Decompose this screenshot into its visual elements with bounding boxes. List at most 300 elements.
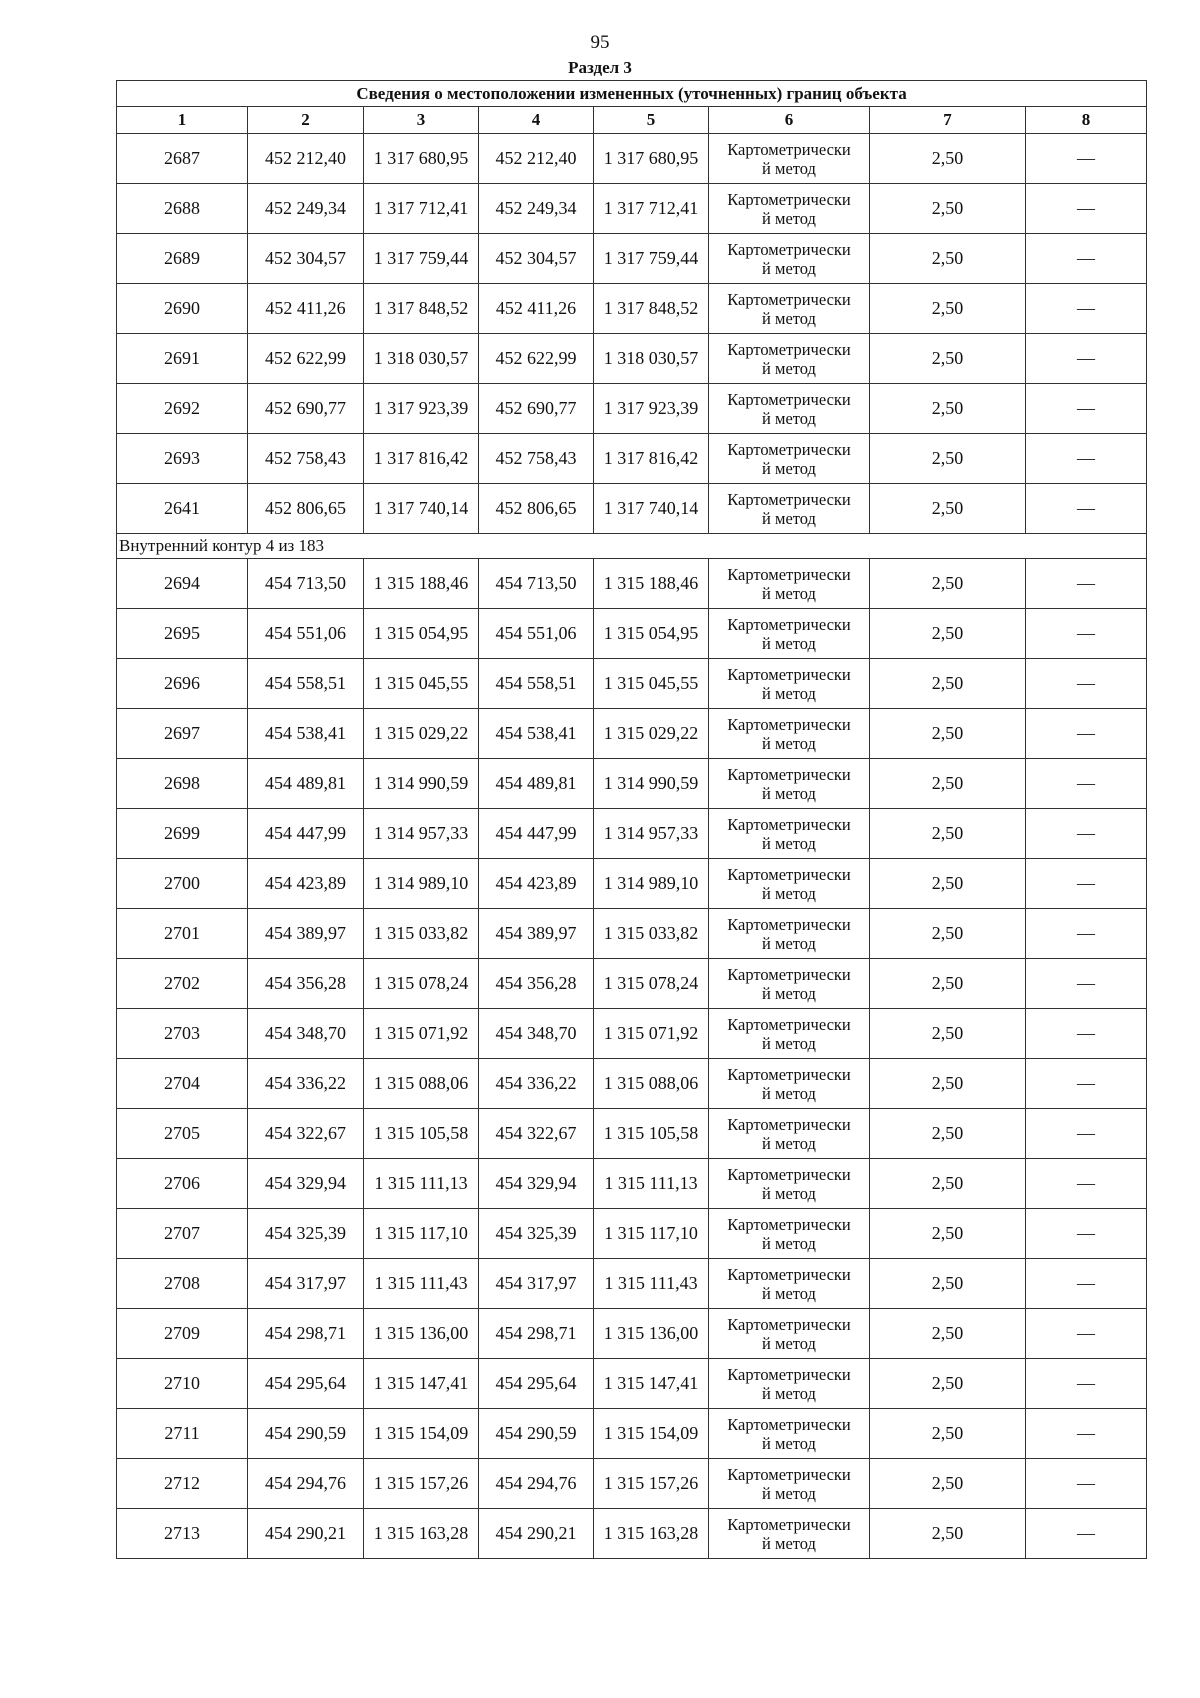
contour-label-row bbox=[117, 534, 1147, 559]
y-existing-cell: 1 317 740,14 bbox=[364, 484, 479, 534]
point-number-cell: 2694 bbox=[117, 559, 248, 609]
x-existing-cell: 454 348,70 bbox=[248, 1009, 364, 1059]
error-value-cell: 2,50 bbox=[870, 134, 1026, 184]
y-existing-cell: 1 317 816,42 bbox=[364, 434, 479, 484]
x-new-cell: 452 806,65 bbox=[479, 484, 594, 534]
y-existing-cell: 1 315 033,82 bbox=[364, 909, 479, 959]
method-text: й метод bbox=[762, 683, 816, 703]
error-value-cell: 2,50 bbox=[870, 1159, 1026, 1209]
y-existing-cell: 1 314 957,33 bbox=[364, 809, 479, 859]
table-body bbox=[117, 134, 1147, 1559]
table-row bbox=[117, 1509, 1147, 1559]
x-existing-cell: 454 423,89 bbox=[248, 859, 364, 909]
table-row bbox=[117, 809, 1147, 859]
empty-mark-cell: — bbox=[1026, 484, 1147, 534]
y-new-cell: 1 315 088,06 bbox=[594, 1059, 709, 1109]
empty-mark-cell: — bbox=[1026, 134, 1147, 184]
table-row bbox=[117, 1459, 1147, 1509]
y-new-cell: 1 317 848,52 bbox=[594, 284, 709, 334]
point-number-cell: 2712 bbox=[117, 1459, 248, 1509]
y-existing-cell: 1 315 088,06 bbox=[364, 1059, 479, 1109]
empty-mark-cell: — bbox=[1026, 1459, 1147, 1509]
contour-label: Внутренний контур 4 из 183 bbox=[117, 534, 1147, 559]
method-text: й метод bbox=[762, 1433, 816, 1453]
table-row bbox=[117, 384, 1147, 434]
x-new-cell: 454 356,28 bbox=[479, 959, 594, 1009]
point-number-cell: 2708 bbox=[117, 1259, 248, 1309]
x-new-cell: 454 317,97 bbox=[479, 1259, 594, 1309]
x-new-cell: 454 447,99 bbox=[479, 809, 594, 859]
point-number-cell: 2695 bbox=[117, 609, 248, 659]
table-row bbox=[117, 134, 1147, 184]
point-number-cell: 2700 bbox=[117, 859, 248, 909]
point-number-cell: 2707 bbox=[117, 1209, 248, 1259]
x-new-cell: 454 389,97 bbox=[479, 909, 594, 959]
method-text: Картометрически bbox=[727, 1114, 851, 1134]
y-new-cell: 1 315 111,13 bbox=[594, 1159, 709, 1209]
y-new-cell: 1 315 163,28 bbox=[594, 1509, 709, 1559]
y-new-cell: 1 315 078,24 bbox=[594, 959, 709, 1009]
y-new-cell: 1 315 054,95 bbox=[594, 609, 709, 659]
y-existing-cell: 1 317 712,41 bbox=[364, 184, 479, 234]
y-new-cell: 1 317 923,39 bbox=[594, 384, 709, 434]
method-text: й метод bbox=[762, 508, 816, 528]
table-row bbox=[117, 334, 1147, 384]
empty-mark-cell: — bbox=[1026, 434, 1147, 484]
error-value-cell: 2,50 bbox=[870, 1409, 1026, 1459]
column-number: 4 bbox=[479, 107, 594, 134]
method-cell bbox=[709, 234, 870, 284]
error-value-cell: 2,50 bbox=[870, 1259, 1026, 1309]
y-new-cell: 1 315 188,46 bbox=[594, 559, 709, 609]
point-number-cell: 2711 bbox=[117, 1409, 248, 1459]
method-cell bbox=[709, 1059, 870, 1109]
error-value-cell: 2,50 bbox=[870, 1509, 1026, 1559]
table-row bbox=[117, 859, 1147, 909]
y-new-cell: 1 317 740,14 bbox=[594, 484, 709, 534]
x-existing-cell: 452 304,57 bbox=[248, 234, 364, 284]
method-cell bbox=[709, 1009, 870, 1059]
empty-mark-cell: — bbox=[1026, 659, 1147, 709]
x-new-cell: 454 348,70 bbox=[479, 1009, 594, 1059]
x-new-cell: 454 322,67 bbox=[479, 1109, 594, 1159]
method-text: Картометрически bbox=[727, 914, 851, 934]
x-new-cell: 452 304,57 bbox=[479, 234, 594, 284]
y-existing-cell: 1 318 030,57 bbox=[364, 334, 479, 384]
point-number-cell: 2704 bbox=[117, 1059, 248, 1109]
method-text: й метод bbox=[762, 1333, 816, 1353]
x-existing-cell: 454 295,64 bbox=[248, 1359, 364, 1409]
empty-mark-cell: — bbox=[1026, 559, 1147, 609]
y-new-cell: 1 315 111,43 bbox=[594, 1259, 709, 1309]
error-value-cell: 2,50 bbox=[870, 909, 1026, 959]
method-text: й метод bbox=[762, 1133, 816, 1153]
point-number-cell: 2690 bbox=[117, 284, 248, 334]
table-row bbox=[117, 559, 1147, 609]
method-text: й метод bbox=[762, 308, 816, 328]
method-text: Картометрически bbox=[727, 814, 851, 834]
method-cell bbox=[709, 1159, 870, 1209]
y-new-cell: 1 315 071,92 bbox=[594, 1009, 709, 1059]
table-row bbox=[117, 1259, 1147, 1309]
point-number-cell: 2703 bbox=[117, 1009, 248, 1059]
x-new-cell: 454 423,89 bbox=[479, 859, 594, 909]
table-row bbox=[117, 959, 1147, 1009]
empty-mark-cell: — bbox=[1026, 909, 1147, 959]
method-cell bbox=[709, 709, 870, 759]
method-cell bbox=[709, 809, 870, 859]
x-new-cell: 452 758,43 bbox=[479, 434, 594, 484]
method-text: й метод bbox=[762, 733, 816, 753]
empty-mark-cell: — bbox=[1026, 284, 1147, 334]
method-text: Картометрически bbox=[727, 189, 851, 209]
error-value-cell: 2,50 bbox=[870, 184, 1026, 234]
section-title: Раздел 3 bbox=[568, 58, 632, 77]
y-existing-cell: 1 315 188,46 bbox=[364, 559, 479, 609]
method-text: Картометрически bbox=[727, 1164, 851, 1184]
x-new-cell: 452 690,77 bbox=[479, 384, 594, 434]
empty-mark-cell: — bbox=[1026, 384, 1147, 434]
y-existing-cell: 1 315 105,58 bbox=[364, 1109, 479, 1159]
x-new-cell: 454 295,64 bbox=[479, 1359, 594, 1409]
empty-mark-cell: — bbox=[1026, 709, 1147, 759]
method-cell bbox=[709, 859, 870, 909]
y-existing-cell: 1 315 154,09 bbox=[364, 1409, 479, 1459]
y-existing-cell: 1 315 136,00 bbox=[364, 1309, 479, 1359]
table-row bbox=[117, 759, 1147, 809]
method-cell bbox=[709, 659, 870, 709]
method-text: й метод bbox=[762, 358, 816, 378]
y-new-cell: 1 314 957,33 bbox=[594, 809, 709, 859]
x-existing-cell: 452 411,26 bbox=[248, 284, 364, 334]
empty-mark-cell: — bbox=[1026, 809, 1147, 859]
table-row bbox=[117, 709, 1147, 759]
table-row bbox=[117, 1109, 1147, 1159]
error-value-cell: 2,50 bbox=[870, 659, 1026, 709]
error-value-cell: 2,50 bbox=[870, 959, 1026, 1009]
error-value-cell: 2,50 bbox=[870, 859, 1026, 909]
table-row bbox=[117, 609, 1147, 659]
method-text: Картометрически bbox=[727, 764, 851, 784]
method-text: Картометрически bbox=[727, 1214, 851, 1234]
method-text: Картометрически bbox=[727, 139, 851, 159]
method-text: Картометрически bbox=[727, 614, 851, 634]
page-number: 95 bbox=[590, 32, 610, 53]
error-value-cell: 2,50 bbox=[870, 234, 1026, 284]
method-text: й метод bbox=[762, 208, 816, 228]
column-number: 3 bbox=[364, 107, 479, 134]
table-row bbox=[117, 1059, 1147, 1109]
method-cell bbox=[709, 484, 870, 534]
method-text: Картометрически bbox=[727, 439, 851, 459]
empty-mark-cell: — bbox=[1026, 1159, 1147, 1209]
method-cell bbox=[709, 1309, 870, 1359]
table-heading: Сведения о местоположении измененных (уточненных) границ объекта bbox=[117, 81, 1147, 107]
error-value-cell: 2,50 bbox=[870, 1359, 1026, 1409]
point-number-cell: 2688 bbox=[117, 184, 248, 234]
y-existing-cell: 1 315 163,28 bbox=[364, 1509, 479, 1559]
y-existing-cell: 1 315 111,13 bbox=[364, 1159, 479, 1209]
method-text: Картометрически bbox=[727, 239, 851, 259]
y-existing-cell: 1 315 029,22 bbox=[364, 709, 479, 759]
x-existing-cell: 454 489,81 bbox=[248, 759, 364, 809]
method-text: й метод bbox=[762, 158, 816, 178]
method-cell bbox=[709, 1209, 870, 1259]
empty-mark-cell: — bbox=[1026, 1209, 1147, 1259]
x-new-cell: 454 290,21 bbox=[479, 1509, 594, 1559]
empty-mark-cell: — bbox=[1026, 609, 1147, 659]
method-cell bbox=[709, 284, 870, 334]
y-existing-cell: 1 317 848,52 bbox=[364, 284, 479, 334]
table-row bbox=[117, 1409, 1147, 1459]
method-cell bbox=[709, 1409, 870, 1459]
y-existing-cell: 1 315 147,41 bbox=[364, 1359, 479, 1409]
x-existing-cell: 454 325,39 bbox=[248, 1209, 364, 1259]
method-text: Картометрически bbox=[727, 1364, 851, 1384]
method-text: й метод bbox=[762, 1183, 816, 1203]
empty-mark-cell: — bbox=[1026, 1009, 1147, 1059]
method-text: Картометрически bbox=[727, 664, 851, 684]
empty-mark-cell: — bbox=[1026, 959, 1147, 1009]
method-cell bbox=[709, 759, 870, 809]
x-existing-cell: 454 551,06 bbox=[248, 609, 364, 659]
y-new-cell: 1 315 147,41 bbox=[594, 1359, 709, 1409]
error-value-cell: 2,50 bbox=[870, 334, 1026, 384]
point-number-cell: 2696 bbox=[117, 659, 248, 709]
x-existing-cell: 454 290,59 bbox=[248, 1409, 364, 1459]
y-existing-cell: 1 314 989,10 bbox=[364, 859, 479, 909]
method-text: Картометрически bbox=[727, 864, 851, 884]
y-existing-cell: 1 315 054,95 bbox=[364, 609, 479, 659]
method-text: й метод bbox=[762, 583, 816, 603]
point-number-cell: 2698 bbox=[117, 759, 248, 809]
x-new-cell: 454 298,71 bbox=[479, 1309, 594, 1359]
table-row bbox=[117, 484, 1147, 534]
y-existing-cell: 1 315 157,26 bbox=[364, 1459, 479, 1509]
empty-mark-cell: — bbox=[1026, 1309, 1147, 1359]
x-new-cell: 454 329,94 bbox=[479, 1159, 594, 1209]
method-text: й метод bbox=[762, 1383, 816, 1403]
x-new-cell: 454 558,51 bbox=[479, 659, 594, 709]
x-new-cell: 454 325,39 bbox=[479, 1209, 594, 1259]
method-cell bbox=[709, 1109, 870, 1159]
point-number-cell: 2706 bbox=[117, 1159, 248, 1209]
point-number-cell: 2693 bbox=[117, 434, 248, 484]
y-existing-cell: 1 317 680,95 bbox=[364, 134, 479, 184]
x-existing-cell: 452 212,40 bbox=[248, 134, 364, 184]
empty-mark-cell: — bbox=[1026, 759, 1147, 809]
point-number-cell: 2709 bbox=[117, 1309, 248, 1359]
y-existing-cell: 1 317 923,39 bbox=[364, 384, 479, 434]
x-new-cell: 452 411,26 bbox=[479, 284, 594, 334]
method-text: Картометрически bbox=[727, 489, 851, 509]
x-existing-cell: 454 356,28 bbox=[248, 959, 364, 1009]
point-number-cell: 2689 bbox=[117, 234, 248, 284]
empty-mark-cell: — bbox=[1026, 1109, 1147, 1159]
x-existing-cell: 452 622,99 bbox=[248, 334, 364, 384]
y-new-cell: 1 317 712,41 bbox=[594, 184, 709, 234]
point-number-cell: 2697 bbox=[117, 709, 248, 759]
x-new-cell: 452 249,34 bbox=[479, 184, 594, 234]
method-text: Картометрически bbox=[727, 1014, 851, 1034]
table-row bbox=[117, 909, 1147, 959]
y-new-cell: 1 317 680,95 bbox=[594, 134, 709, 184]
error-value-cell: 2,50 bbox=[870, 559, 1026, 609]
y-new-cell: 1 317 816,42 bbox=[594, 434, 709, 484]
y-new-cell: 1 315 029,22 bbox=[594, 709, 709, 759]
method-text: Картометрически bbox=[727, 1314, 851, 1334]
x-new-cell: 454 551,06 bbox=[479, 609, 594, 659]
empty-mark-cell: — bbox=[1026, 234, 1147, 284]
x-existing-cell: 452 690,77 bbox=[248, 384, 364, 434]
method-text: й метод bbox=[762, 1033, 816, 1053]
column-number: 7 bbox=[870, 107, 1026, 134]
method-text: Картометрически bbox=[727, 964, 851, 984]
point-number-cell: 2641 bbox=[117, 484, 248, 534]
y-existing-cell: 1 315 117,10 bbox=[364, 1209, 479, 1259]
x-existing-cell: 452 806,65 bbox=[248, 484, 364, 534]
y-existing-cell: 1 314 990,59 bbox=[364, 759, 479, 809]
table-row bbox=[117, 434, 1147, 484]
table-row bbox=[117, 1359, 1147, 1409]
empty-mark-cell: — bbox=[1026, 859, 1147, 909]
y-existing-cell: 1 315 078,24 bbox=[364, 959, 479, 1009]
point-number-cell: 2705 bbox=[117, 1109, 248, 1159]
method-text: Картометрически bbox=[727, 1464, 851, 1484]
y-new-cell: 1 314 990,59 bbox=[594, 759, 709, 809]
error-value-cell: 2,50 bbox=[870, 709, 1026, 759]
error-value-cell: 2,50 bbox=[870, 384, 1026, 434]
method-cell bbox=[709, 134, 870, 184]
table-row bbox=[117, 1309, 1147, 1359]
error-value-cell: 2,50 bbox=[870, 609, 1026, 659]
error-value-cell: 2,50 bbox=[870, 1059, 1026, 1109]
method-text: Картометрически bbox=[727, 389, 851, 409]
x-existing-cell: 454 336,22 bbox=[248, 1059, 364, 1109]
error-value-cell: 2,50 bbox=[870, 1109, 1026, 1159]
error-value-cell: 2,50 bbox=[870, 1459, 1026, 1509]
column-number: 6 bbox=[709, 107, 870, 134]
empty-mark-cell: — bbox=[1026, 1259, 1147, 1309]
method-text: Картометрически bbox=[727, 1414, 851, 1434]
method-cell bbox=[709, 1459, 870, 1509]
error-value-cell: 2,50 bbox=[870, 484, 1026, 534]
method-cell bbox=[709, 1359, 870, 1409]
empty-mark-cell: — bbox=[1026, 1059, 1147, 1109]
coordinates-table bbox=[116, 80, 1147, 1559]
table-row bbox=[117, 1009, 1147, 1059]
x-new-cell: 454 336,22 bbox=[479, 1059, 594, 1109]
error-value-cell: 2,50 bbox=[870, 434, 1026, 484]
method-text: й метод bbox=[762, 983, 816, 1003]
error-value-cell: 2,50 bbox=[870, 1009, 1026, 1059]
point-number-cell: 2691 bbox=[117, 334, 248, 384]
method-text: й метод bbox=[762, 933, 816, 953]
point-number-cell: 2692 bbox=[117, 384, 248, 434]
x-existing-cell: 454 538,41 bbox=[248, 709, 364, 759]
method-text: Картометрически bbox=[727, 1514, 851, 1534]
x-existing-cell: 454 322,67 bbox=[248, 1109, 364, 1159]
column-number: 2 bbox=[248, 107, 364, 134]
x-existing-cell: 452 249,34 bbox=[248, 184, 364, 234]
method-cell bbox=[709, 434, 870, 484]
y-new-cell: 1 315 105,58 bbox=[594, 1109, 709, 1159]
method-text: Картометрически bbox=[727, 1064, 851, 1084]
empty-mark-cell: — bbox=[1026, 1409, 1147, 1459]
method-text: й метод bbox=[762, 1283, 816, 1303]
x-existing-cell: 454 329,94 bbox=[248, 1159, 364, 1209]
error-value-cell: 2,50 bbox=[870, 1209, 1026, 1259]
point-number-cell: 2702 bbox=[117, 959, 248, 1009]
x-new-cell: 454 290,59 bbox=[479, 1409, 594, 1459]
y-new-cell: 1 315 154,09 bbox=[594, 1409, 709, 1459]
method-cell bbox=[709, 384, 870, 434]
method-cell bbox=[709, 1509, 870, 1559]
y-new-cell: 1 315 136,00 bbox=[594, 1309, 709, 1359]
column-numbers-row bbox=[117, 107, 1147, 134]
method-text: й метод bbox=[762, 783, 816, 803]
x-new-cell: 454 538,41 bbox=[479, 709, 594, 759]
method-text: Картометрически bbox=[727, 1264, 851, 1284]
method-text: й метод bbox=[762, 1483, 816, 1503]
y-existing-cell: 1 315 071,92 bbox=[364, 1009, 479, 1059]
y-new-cell: 1 317 759,44 bbox=[594, 234, 709, 284]
method-text: Картометрически bbox=[727, 714, 851, 734]
method-cell bbox=[709, 609, 870, 659]
table-row bbox=[117, 284, 1147, 334]
method-text: й метод bbox=[762, 633, 816, 653]
method-cell bbox=[709, 334, 870, 384]
table-row bbox=[117, 234, 1147, 284]
method-text: й метод bbox=[762, 833, 816, 853]
method-text: й метод bbox=[762, 1233, 816, 1253]
table-row bbox=[117, 184, 1147, 234]
method-text: й метод bbox=[762, 458, 816, 478]
x-new-cell: 454 294,76 bbox=[479, 1459, 594, 1509]
method-text: Картометрически bbox=[727, 564, 851, 584]
y-new-cell: 1 314 989,10 bbox=[594, 859, 709, 909]
method-text: й метод bbox=[762, 1533, 816, 1553]
y-new-cell: 1 315 033,82 bbox=[594, 909, 709, 959]
x-existing-cell: 454 558,51 bbox=[248, 659, 364, 709]
point-number-cell: 2687 bbox=[117, 134, 248, 184]
method-text: Картометрически bbox=[727, 339, 851, 359]
method-text: Картометрически bbox=[727, 289, 851, 309]
y-new-cell: 1 315 045,55 bbox=[594, 659, 709, 709]
method-cell bbox=[709, 559, 870, 609]
x-existing-cell: 454 294,76 bbox=[248, 1459, 364, 1509]
x-existing-cell: 454 317,97 bbox=[248, 1259, 364, 1309]
table-row bbox=[117, 1159, 1147, 1209]
error-value-cell: 2,50 bbox=[870, 1309, 1026, 1359]
y-new-cell: 1 315 117,10 bbox=[594, 1209, 709, 1259]
empty-mark-cell: — bbox=[1026, 1509, 1147, 1559]
table-row bbox=[117, 1209, 1147, 1259]
point-number-cell: 2710 bbox=[117, 1359, 248, 1409]
method-text: й метод bbox=[762, 883, 816, 903]
method-text: й метод bbox=[762, 1083, 816, 1103]
point-number-cell: 2713 bbox=[117, 1509, 248, 1559]
empty-mark-cell: — bbox=[1026, 1359, 1147, 1409]
x-existing-cell: 454 389,97 bbox=[248, 909, 364, 959]
y-new-cell: 1 315 157,26 bbox=[594, 1459, 709, 1509]
y-existing-cell: 1 317 759,44 bbox=[364, 234, 479, 284]
point-number-cell: 2699 bbox=[117, 809, 248, 859]
x-new-cell: 454 489,81 bbox=[479, 759, 594, 809]
method-text: й метод bbox=[762, 408, 816, 428]
x-new-cell: 452 212,40 bbox=[479, 134, 594, 184]
empty-mark-cell: — bbox=[1026, 334, 1147, 384]
